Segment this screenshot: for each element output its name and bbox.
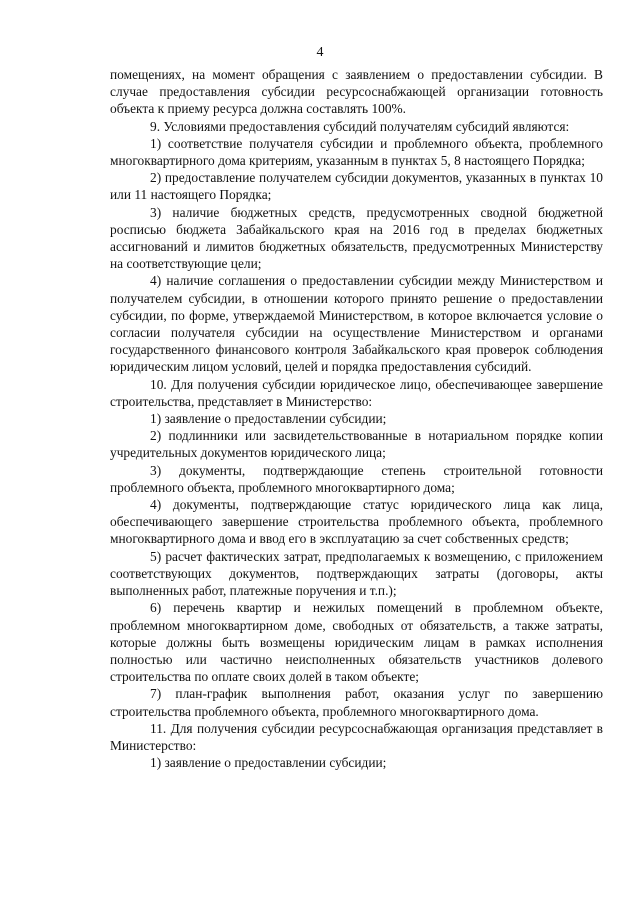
document-body [110, 66, 603, 771]
clause-10-item-2: 2) подлинники или засвидетельствованные в нотариальном порядке копии учредительных документов юридического лица; [110, 428, 603, 461]
clause-10-item-1: 1) заявление о предоставлении субсидии; [150, 411, 387, 427]
clause-10-item-3: 3) документы, подтверждающие степень строительной готовности проблемного объекта, проблемного многоквартирного дома; [110, 462, 603, 495]
clause-11-item-1: 1) заявление о предоставлении субсидии; [150, 755, 387, 771]
clause-10-item-5: 5) расчет фактических затрат, предполагаемых к возмещению, с приложением соответствующих документов, подтверждающих затраты (договоры, акты выполненных работ, платежные поручения и т.п.); [110, 548, 603, 599]
clause-10: 10. Для получения субсидии юридическое лицо, обеспечивающее завершение строительства, представляет в Министерство: [110, 376, 603, 409]
clause-9-item-2: 2) предоставление получателем субсидии документов, указанных в пунктах 10 или 11 настоящего Порядка; [110, 170, 603, 203]
page-number: 4 [316, 45, 324, 60]
clause-10-item-6: 6) перечень квартир и нежилых помещений в проблемном объекте, проблемном многоквартирном доме, свободных от обязательств, а также затраты, которые должны быть возмещены юридическим лицам в рамках исполнения полностью или частично неисполненных обязательств участников долевого строительства по оплате своих долей в таком объекте; [110, 600, 603, 685]
paragraph-continuation: помещениях, на момент обращения с заявлением о предоставлении субсидии. В случае предоставления субсидии ресурсоснабжающей организации готовность объекта к приему ресурса должна составлять 100%. [110, 67, 603, 117]
clause-9-item-3: 3) наличие бюджетных средств, предусмотренных сводной бюджетной росписью бюджета Забайкальского края на 2016 год в пределах бюджетных ассигнований и лимитов бюджетных обязательств, предусмотренных Министерству на соответствующие цели; [110, 204, 603, 272]
clause-9-item-1: 1) соответствие получателя субсидии и проблемного объекта, проблемного многоквартирного дома критериям, указанным в пунктах 5, 8 настоящего Порядка; [110, 135, 603, 169]
clause-10-item-7: 7) план-график выполнения работ, оказания услуг по завершению строительства проблемного объекта, проблемного многоквартирного дома. [110, 686, 603, 719]
clause-11: 11. Для получения субсидии ресурсоснабжающая организация представляет в Министерство: [110, 720, 603, 753]
clause-10-item-4: 4) документы, подтверждающие статус юридического лица как лица, обеспечивающего завершение строительства проблемного объекта, проблемного многоквартирного дома и ввод его в эксплуатацию за счет собственных средств; [110, 497, 603, 547]
clause-9-item-4: 4) наличие соглашения о предоставлении субсидии между Министерством и получателем субсидии, в отношении которого принято решение о предоставлении субсидии, по форме, утверждаемой Министерством, в которое включается условие о согласии получателя субсидии на осуществление Министерством и органами государственного финансового контроля Забайкальского края проверок соблюдения юридическим лицом условий, целей и порядка предоставления субсидий. [110, 273, 603, 375]
clause-9: 9. Условиями предоставления субсидий получателям субсидий являются: [150, 118, 570, 134]
